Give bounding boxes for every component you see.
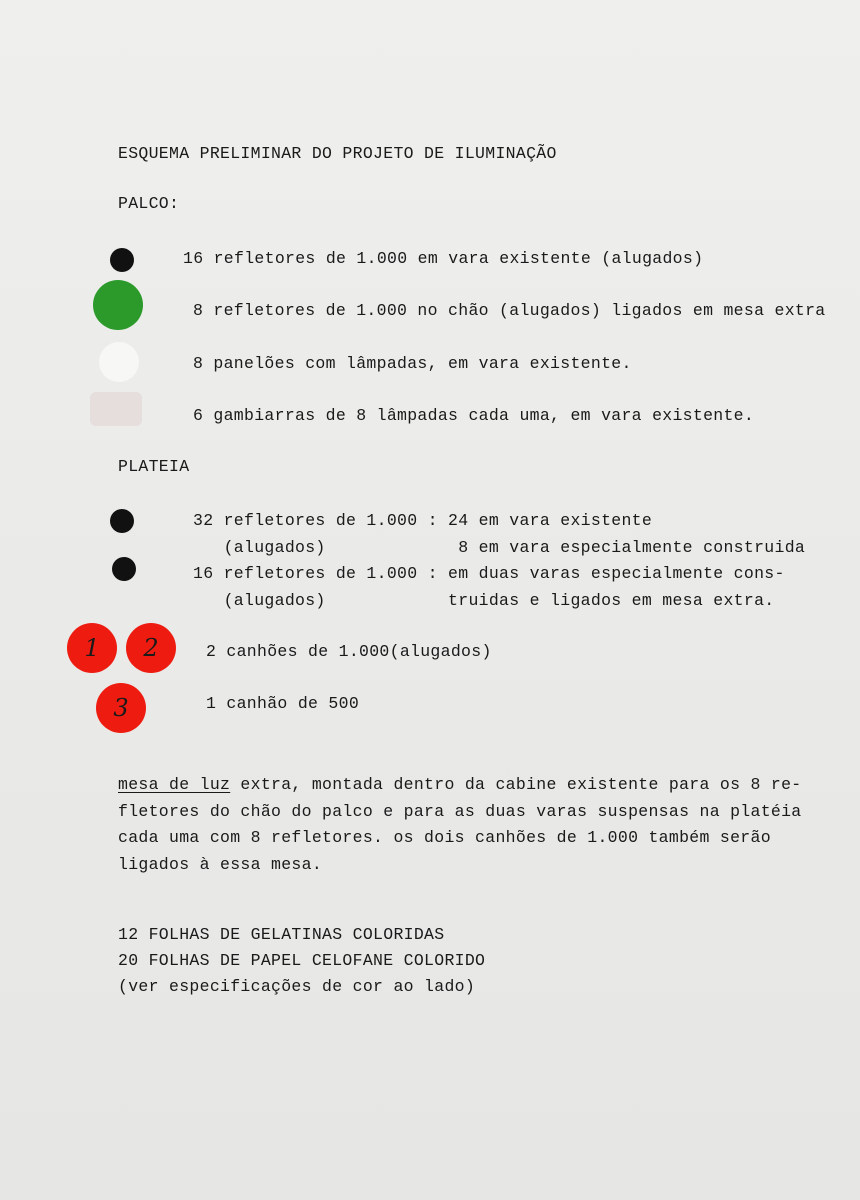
folhas-line: 12 FOLHAS DE GELATINAS COLORIDAS	[118, 925, 445, 944]
red-marker-3: 3	[96, 683, 146, 733]
palco-item: 8 refletores de 1.000 no chão (alugados) ligados em mesa extra	[193, 301, 826, 320]
white-dot-marker	[99, 342, 139, 382]
mesa-paragraph-line: ligados à essa mesa.	[118, 855, 323, 874]
mesa-paragraph-line	[118, 775, 802, 795]
palco-item: 8 panelões com lâmpadas, em vara existente.	[193, 354, 632, 373]
plateia-line: 32 refletores de 1.000 : 24 em vara existente	[193, 511, 653, 530]
palco-item: 16 refletores de 1.000 em vara existente (alugados)	[183, 249, 704, 268]
mesa-line-rest: extra, montada dentro da cabine existente para os 8 re-	[230, 775, 802, 794]
plateia-heading: PLATEIA	[118, 457, 190, 476]
red-marker-1: 1	[67, 623, 117, 673]
plateia-line: 16 refletores de 1.000 : em duas varas especialmente cons-	[193, 564, 785, 583]
green-dot-marker	[93, 280, 143, 330]
black-dot-marker	[110, 509, 134, 533]
black-dot-marker	[112, 557, 136, 581]
document-title: ESQUEMA PRELIMINAR DO PROJETO DE ILUMINAÇÃO	[118, 144, 557, 163]
palco-heading: PALCO:	[118, 194, 180, 213]
mesa-underlined-term: mesa de luz	[118, 775, 231, 794]
red-marker-2: 2	[126, 623, 176, 673]
black-dot-marker	[110, 248, 134, 272]
canhao-line: 1 canhão de 500	[206, 694, 360, 713]
folhas-line: 20 FOLHAS DE PAPEL CELOFANE COLORIDO	[118, 951, 486, 970]
plateia-line: (alugados) 8 em vara especialmente construida	[193, 538, 806, 557]
folhas-line: (ver especificações de cor ao lado)	[118, 977, 476, 996]
canhao-line: 2 canhões de 1.000(alugados)	[206, 642, 492, 661]
pink-swatch-marker	[90, 392, 142, 426]
mesa-paragraph-line: cada uma com 8 refletores. os dois canhões de 1.000 também serão	[118, 828, 771, 847]
plateia-line: (alugados) truidas e ligados em mesa extra.	[193, 591, 775, 610]
palco-item: 6 gambiarras de 8 lâmpadas cada uma, em vara existente.	[193, 406, 755, 425]
mesa-paragraph-line: fletores do chão do palco e para as duas varas suspensas na platéia	[118, 802, 802, 821]
